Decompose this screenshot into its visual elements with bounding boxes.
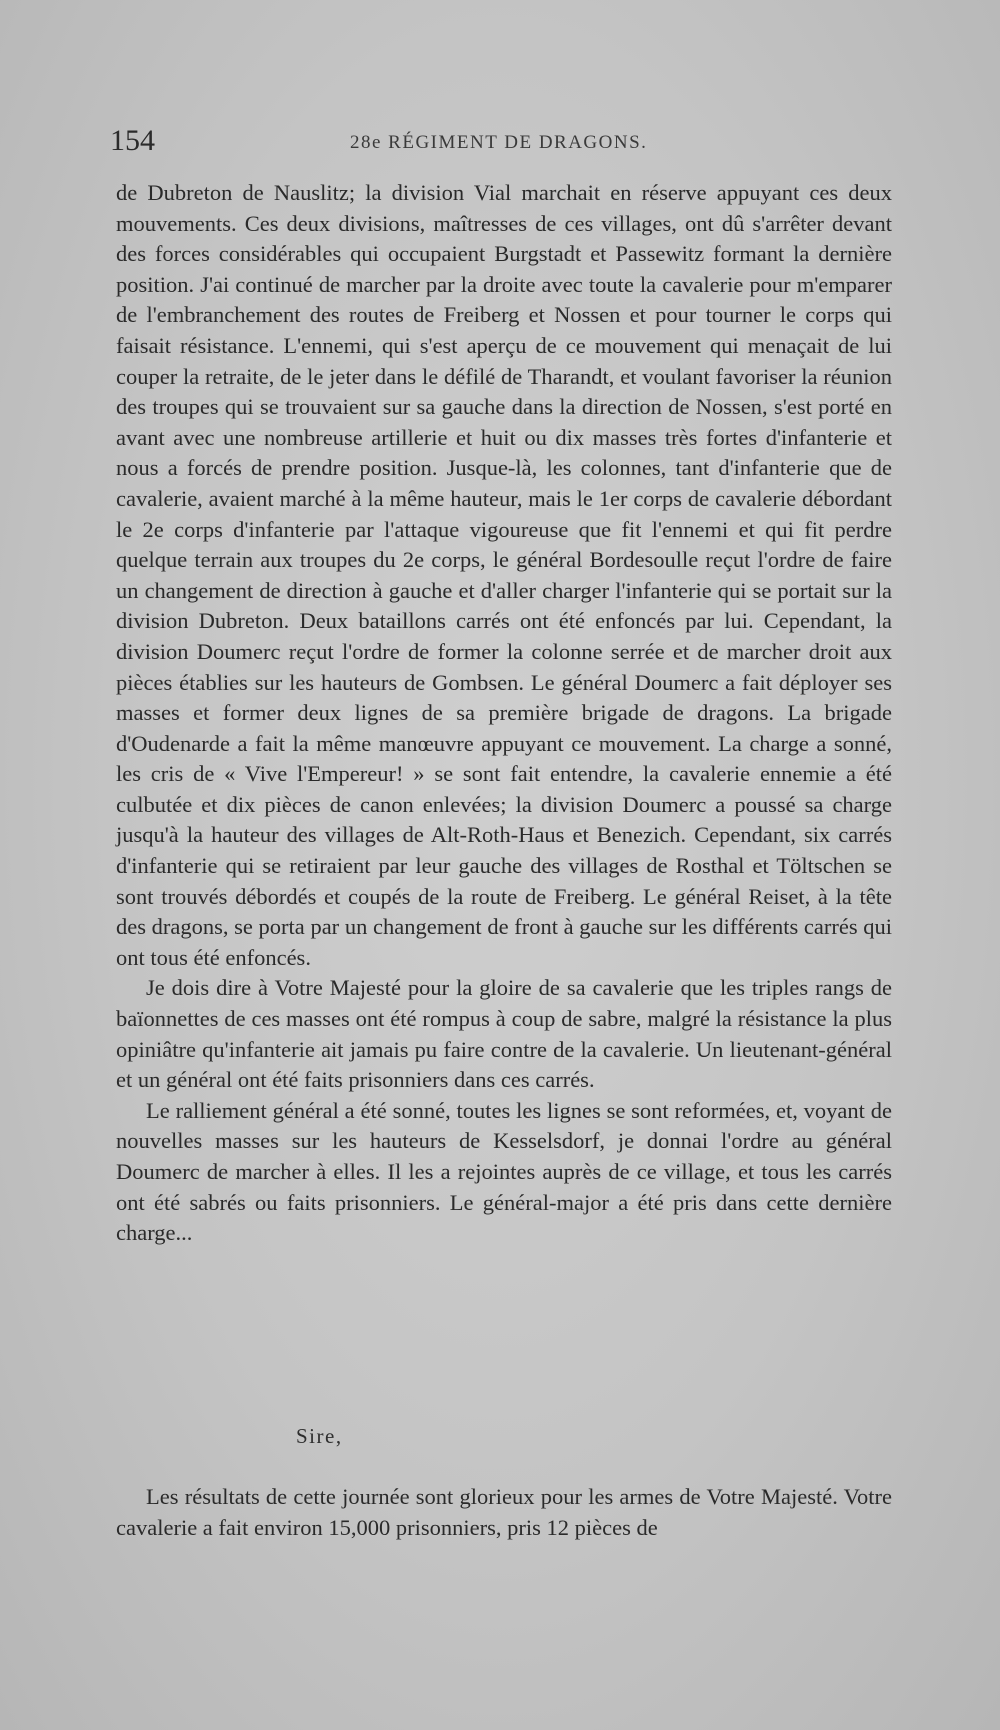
closing-paragraph: Les résultats de cette journée sont glorieux pour les armes de Votre Majesté. Votre cavalerie a fait environ 15,000 prisonniers, pris 12 pièces de [116, 1484, 892, 1540]
running-title: 28e RÉGIMENT DE DRAGONS. [350, 132, 648, 153]
salutation: Sire, [296, 1424, 343, 1448]
paragraph-1: de Dubreton de Nauslitz; la division Vial marchait en réserve appuyant ces deux mouvements. Ces deux divisions, maîtresses de ces villages, ont dû s'arrêter devant des forces considérables qui occupaient Burgstadt et Passewitz formant la dernière position. J'ai continué de marcher par la droite avec toute la cavalerie pour m'emparer de l'embranchement des routes de Freiberg et Nossen et pour tourner le corps qui faisait résistance. L'ennemi, qui s'est aperçu de ce mouvement qui menaçait de lui couper la retraite, de le jeter dans le défilé de Tharandt, et voulant favoriser la réunion des troupes qui se trouvaient sur sa gauche dans la direction de Nossen, s'est porté en avant avec une nombreuse artillerie et huit ou dix masses très fortes d'infanterie et nous a forcés de prendre position. Jusque-là, les colonnes, tant d'infanterie que de cavalerie, avaient marché à la même hauteur, mais le 1er corps de cavalerie débordant le 2e corps d'infanterie par l'attaque vigoureuse que fit l'ennemi et qui fit perdre quelque terrain aux troupes du 2e corps, le général Bordesoulle reçut l'ordre de faire un changement de direction à gauche et d'aller charger l'infanterie qui se portait sur la division Dubreton. Deux bataillons carrés ont été enfoncés par lui. Cependant, la division Doumerc reçut l'ordre de former la colonne serrée et de marcher droit aux pièces établies sur les hauteurs de Gombsen. Le général Doumerc a fait déployer ses masses et former deux lignes de sa première brigade de dragons. La brigade d'Oudenarde a fait la même manœuvre appuyant ce mouvement. La charge a sonné, les cris de « Vive l'Empereur! » se sont fait entendre, la cavalerie ennemie a été culbutée et dix pièces de canon enlevées; la division Doumerc a poussé sa charge jusqu'à la hauteur des villages de Alt-Roth-Haus et Benezich. Cependant, six carrés d'infanterie qui se retiraient par leur gauche des villages de Rosthal et Töltschen se sont trouvés débordés et coupés de la route de Freiberg. Le général Reiset, à la tête des dragons, se porta par un changement de front à gauche sur les différents carrés qui ont tous été enfoncés. [116, 180, 892, 970]
page-number: 154 [110, 124, 155, 157]
page-header [110, 124, 910, 164]
paragraph-2: Je dois dire à Votre Majesté pour la gloire de sa cavalerie que les triples rangs de baïonnettes de ces masses ont été rompus à coup de sabre, malgré la résistance la plus opiniâtre qu'infanterie ait jamais pu faire contre de la cavalerie. Un lieutenant-général et un général ont été faits prisonniers dans ces carrés. [116, 975, 892, 1093]
body-text [116, 178, 892, 1249]
paragraph-3: Le ralliement général a été sonné, toutes les lignes se sont reformées, et, voyant de nouvelles masses sur les hauteurs de Kesselsdorf, je donnai l'ordre au général Doumerc de marcher à elles. Il les a rejointes auprès de ce village, et tous les carrés ont été sabrés ou faits prisonniers. Le général-major a été pris dans cette dernière charge... [116, 1097, 892, 1246]
